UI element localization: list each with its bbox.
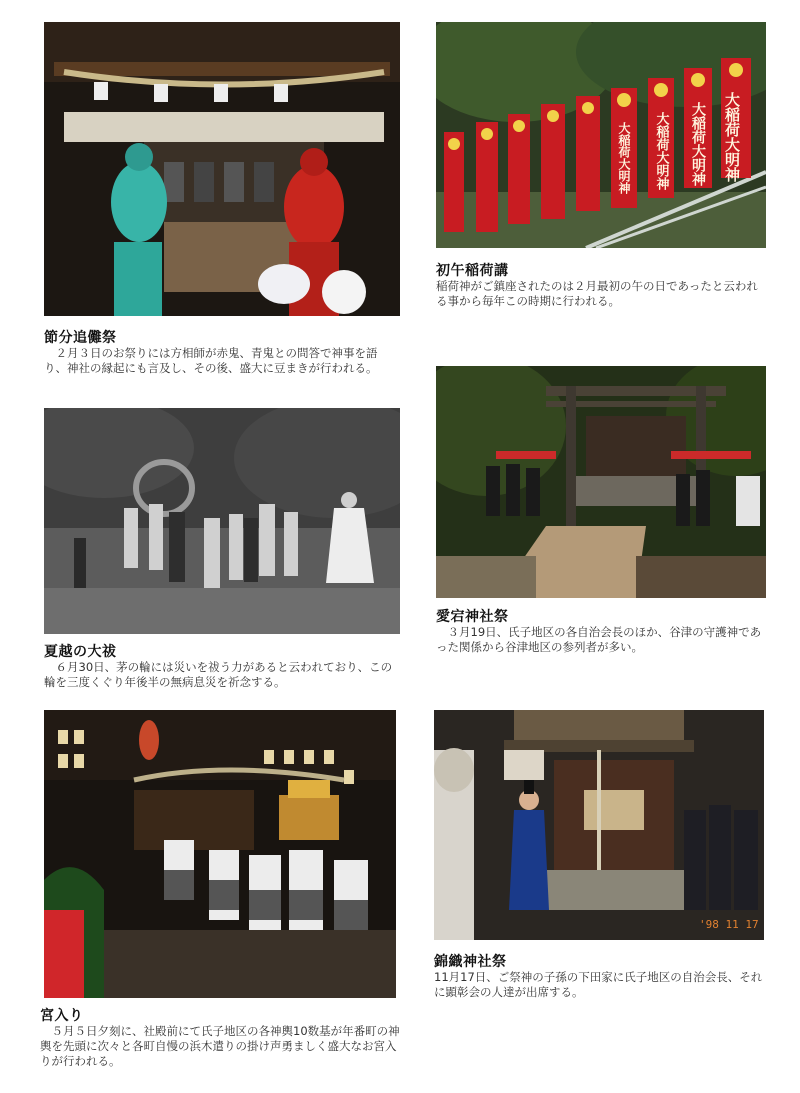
atago-title: 愛宕神社祭	[436, 609, 509, 625]
miyairi-photo	[44, 710, 396, 998]
setsubun-photo	[44, 22, 400, 316]
nishikori-photo	[434, 710, 764, 940]
banner-text: 大稲荷大明神	[653, 112, 669, 190]
banner-text: 大稲荷大明神	[617, 122, 631, 194]
hatsuuma-title: 初午稲荷講	[436, 263, 509, 279]
nagoshi-photo	[44, 408, 400, 634]
setsubun-description: ２月３日のお祭りには方相師が赤鬼、青鬼との問答で神事を語り、神社の縁起にも言及し、その後、盛大に豆まきが行われる。	[44, 346, 378, 375]
nagoshi-title: 夏越の大祓	[44, 644, 117, 660]
nishikori-description: 11月17日、ご祭神の子孫の下田家に氏子地区の自治会長、それに顕彰会の人達が出席する。	[434, 970, 763, 999]
atago-description: ３月19日、氏子地区の各自治会長のほか、谷津の守護神であった関係から谷津地区の参列者が多い。	[436, 625, 762, 654]
hatsuuma-photo	[436, 22, 766, 248]
atago-photo	[436, 366, 766, 598]
setsubun-title: 節分追儺祭	[44, 330, 117, 346]
banner-text: 大稲荷大明神	[723, 92, 741, 182]
hatsuuma-description: 稲荷神がご鎮座されたのは２月最初の午の日であったと云われる事から毎年この時期に行われる。	[436, 279, 758, 308]
banner-text: 大稲荷大明神	[690, 102, 706, 186]
nishikori-title: 錦織神社祭	[434, 954, 507, 970]
miyairi-title: 宮入り	[40, 1008, 84, 1024]
photo-date-stamp: '98 11 17	[699, 918, 759, 931]
miyairi-description: ５月５日夕刻に、社殿前にて氏子地区の各神輿10数基が年番町の神輿を先頭に次々と各町自慢の浜木遣りの掛け声勇ましく盛大なお宮入りが行われる。	[40, 1024, 400, 1068]
nagoshi-description: ６月30日、茅の輪には災いを祓う力があると云われており、この輪を三度くぐり年後半の無病息災を祈念する。	[44, 660, 393, 689]
